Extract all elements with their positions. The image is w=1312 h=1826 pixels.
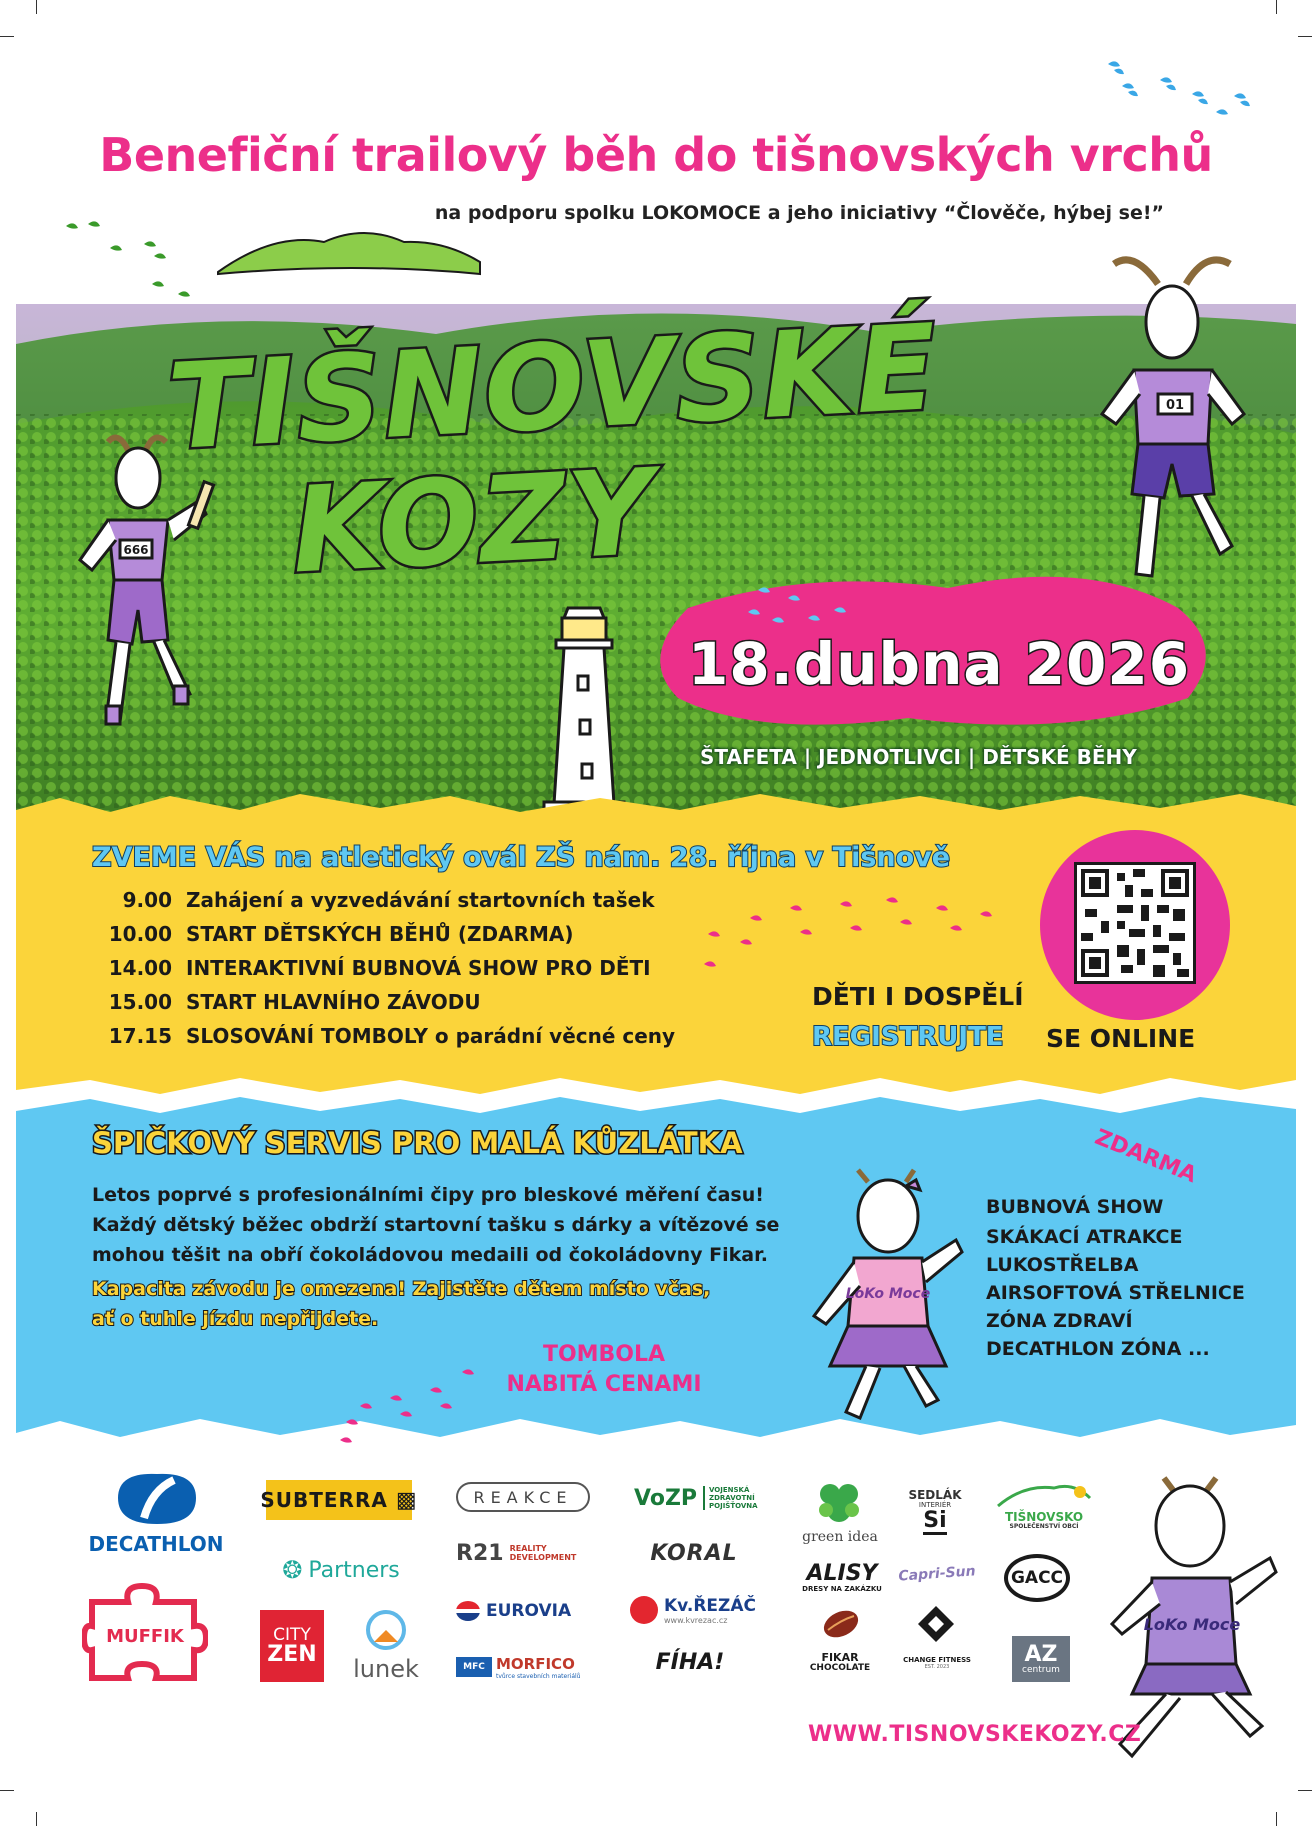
- fikar-line2: CHOCOLATE: [809, 1663, 871, 1674]
- schedule-text: Zahájení a vyzvedávání startovních tašek: [186, 888, 655, 912]
- event-title-line2: KOZY: [288, 442, 659, 600]
- kvrezac-text: Kv.ŘEZÁČ: [664, 1595, 756, 1616]
- schedule-text: START HLAVNÍHO ZÁVODU: [186, 990, 481, 1014]
- schedule-text: START DĚTSKÝCH BĚHŮ (ZDARMA): [186, 922, 574, 946]
- sponsor-morfico: [456, 1650, 596, 1684]
- free-item: DECATHLON ZÓNA ...: [986, 1338, 1210, 1360]
- crop-mark: [1276, 0, 1277, 14]
- sedlak-line3: Si: [923, 1509, 946, 1535]
- partners-text: Partners: [308, 1557, 400, 1583]
- fikar-line1: FIKAR: [821, 1651, 859, 1664]
- green-idea-leaf-icon: [812, 1480, 866, 1526]
- sponsor-green-idea: green idea: [802, 1529, 878, 1545]
- schedule-row: [92, 990, 481, 1014]
- invite-heading: ZVEME VÁS na atletický ovál ZŠ nám. 28. října v Tišnově: [92, 842, 951, 873]
- website-link[interactable]: WWW.TISNOVSKEKOZY.CZ: [808, 1722, 1142, 1747]
- r21-text: R21: [456, 1540, 504, 1566]
- schedule-text: SLOSOVÁNÍ TOMBOLY o parádní věcné ceny: [186, 1024, 676, 1048]
- registration-highlight: REGISTRUJTE: [812, 1022, 1004, 1052]
- free-item: BUBNOVÁ SHOW: [986, 1196, 1164, 1218]
- sponsor-change-fitness: [892, 1648, 982, 1678]
- kids-text-line: Každý dětský běžec obdrží startovní tašku s dárky a vítězové se: [92, 1214, 780, 1236]
- sponsor-vozp: [634, 1482, 764, 1514]
- capacity-line: ať o tuhle jízdu nepřijdete.: [92, 1308, 379, 1330]
- schedule-row: [92, 1024, 675, 1048]
- sedlak-line1: SEDLÁK: [908, 1487, 962, 1502]
- race-categories: ŠTAFETA | JEDNOTLIVCI | DĚTSKÉ BĚHY: [700, 745, 1137, 769]
- cityzen-line1: CITY: [273, 1624, 311, 1645]
- lighthouse-icon: [534, 604, 634, 814]
- subline: na podporu spolku LOKOMOCE a jeho iniciativy “Člověče, hýbej se!”: [434, 202, 1164, 224]
- change-fitness-logo-icon: [916, 1604, 956, 1644]
- free-item: AIRSOFTOVÁ STŘELNICE: [986, 1282, 1245, 1304]
- sedlak-line2: INTERIÉR: [918, 1500, 952, 1509]
- eurovia-icon: [456, 1601, 480, 1621]
- eurovia-text: EUROVIA: [486, 1601, 572, 1621]
- free-label: ZDARMA: [1091, 1124, 1200, 1189]
- az-line1: AZ: [1024, 1641, 1058, 1667]
- tisnovsko-text: TIŠNOVSKO: [1004, 1510, 1084, 1525]
- crop-mark: [0, 1790, 14, 1791]
- sponsor-kvrezac: [630, 1590, 758, 1630]
- crop-mark: [36, 1812, 37, 1826]
- sponsor-muffik: MUFFIK: [106, 1625, 184, 1647]
- event-title-line1: TIŠNOVSKÉ: [164, 297, 942, 477]
- tombola-line: NABITÁ CENAMI: [506, 1372, 702, 1397]
- subterra-text: SUBTERRA: [260, 1488, 388, 1512]
- hoofprints-icon: [1100, 56, 1270, 126]
- alisy-text: ALISY: [806, 1561, 878, 1587]
- schedule-time: 14.00: [108, 956, 172, 980]
- goat-kid-icon: [796, 1166, 976, 1426]
- goat-runner-icon: [1074, 254, 1264, 614]
- subterra-mark-icon: ▩: [395, 1487, 418, 1513]
- crop-mark: [36, 0, 37, 14]
- cocoa-bean-icon: [820, 1604, 862, 1644]
- alisy-sub: DRESY NA ZAKÁZKU: [802, 1585, 882, 1594]
- sponsor-az-centrum: [1012, 1636, 1070, 1682]
- sponsor-partners: [266, 1554, 416, 1586]
- schedule-row: [92, 922, 574, 946]
- registration-qr-code[interactable]: [1074, 862, 1196, 984]
- kvrezac-sub: www.kvrezac.cz: [664, 1615, 728, 1625]
- mountain-icon: [214, 222, 484, 282]
- change-sub: EST. 2023: [924, 1664, 950, 1671]
- free-item: ZÓNA ZDRAVÍ: [986, 1310, 1133, 1332]
- hoofprints-icon: [336, 1360, 486, 1450]
- schedule-row: [92, 888, 655, 912]
- hoofprints-icon: [700, 884, 1020, 984]
- event-date: 18.dubna 2026: [688, 630, 1191, 698]
- sponsor-cityzen: [260, 1610, 324, 1682]
- morfico-sub: tvůrce stavebních materiálů: [496, 1672, 581, 1680]
- kids-heading: ŠPIČKOVÝ SERVIS PRO MALÁ KŮZLÁTKA: [92, 1126, 743, 1160]
- r21-sub: REALITY DEVELOPMENT: [509, 1544, 577, 1562]
- kids-text-line: Letos poprvé s profesionálními čipy pro bleskové měření času!: [92, 1184, 764, 1206]
- sponsor-eurovia: [456, 1596, 596, 1626]
- hoofprints-icon: [62, 214, 212, 314]
- schedule-text: INTERAKTIVNÍ BUBNOVÁ SHOW PRO DĚTI: [186, 956, 651, 980]
- sponsor-subterra: [260, 1480, 418, 1520]
- runner-shirt-text: LoKo Moce: [1143, 1615, 1241, 1634]
- goat-runner-icon: [58, 430, 238, 770]
- morfico-icon: MFC: [456, 1657, 492, 1677]
- lunek-logo-icon: [364, 1608, 408, 1652]
- kid-shirt-text: LoKo Moce: [845, 1286, 931, 1302]
- tombola-line: TOMBOLA: [542, 1342, 666, 1367]
- schedule-time: 10.00: [108, 922, 172, 946]
- schedule-row: [92, 956, 651, 980]
- tisnovsko-sub: SPOLEČENSTVÍ OBCÍ: [1009, 1523, 1079, 1531]
- schedule-time: 17.15: [108, 1024, 172, 1048]
- change-text: CHANGE FITNESS: [903, 1655, 971, 1664]
- registration-line: DĚTI I DOSPĚLÍ: [812, 982, 1024, 1011]
- schedule-time: 15.00: [108, 990, 172, 1014]
- morfico-text: MORFICO: [496, 1654, 575, 1673]
- sponsor-fikar: [800, 1646, 880, 1680]
- free-item: LUKOSTŘELBA: [986, 1254, 1139, 1276]
- kids-text-line: mohou těšit na obří čokoládovou medaili od čokoládovny Fikar.: [92, 1244, 768, 1266]
- sponsor-capri-sun: Capri-Sun: [897, 1563, 977, 1585]
- kvrezac-icon: [630, 1596, 658, 1624]
- sponsor-tisnovsko: [994, 1506, 1094, 1536]
- schedule-time: 9.00: [122, 888, 172, 912]
- bib-number-left: 666: [123, 543, 149, 557]
- cityzen-line2: ZEN: [267, 1641, 317, 1667]
- sponsor-sedlak: [896, 1484, 974, 1540]
- sponsor-alisy: [790, 1558, 894, 1598]
- sponsor-koral: KORAL: [650, 1540, 738, 1566]
- vozp-text: VoZP: [634, 1485, 698, 1511]
- crop-mark: [1298, 36, 1312, 37]
- az-line2: centrum: [1022, 1664, 1060, 1675]
- registration-rest: SE ONLINE: [1046, 1024, 1196, 1053]
- sponsor-gacc: GACC: [1004, 1554, 1070, 1602]
- free-item: SKÁKACÍ ATRAKCE: [986, 1226, 1183, 1248]
- sponsor-reakce: REAKCE: [456, 1482, 590, 1512]
- sponsor-lunek: lunek: [353, 1655, 419, 1683]
- headline: Benefiční trailový běh do tišnovských vrchů: [99, 128, 1213, 182]
- decathlon-logo-icon: [112, 1470, 202, 1528]
- sponsor-decathlon: DECATHLON: [88, 1532, 224, 1556]
- crop-mark: [1298, 1790, 1312, 1791]
- sponsor-fiha: FÍHA!: [655, 1649, 725, 1675]
- crop-mark: [0, 36, 14, 37]
- capacity-line: Kapacita závodu je omezena! Zajistěte dětem místo včas,: [92, 1278, 711, 1300]
- vozp-sub: VOJENSKÁ ZDRAVOTNÍ POJIŠŤOVNA: [703, 1486, 759, 1510]
- crop-mark: [1276, 1812, 1277, 1826]
- bib-number-right: 01: [1165, 398, 1185, 413]
- partners-icon: ❂: [282, 1556, 303, 1584]
- sponsor-r21: [456, 1538, 598, 1568]
